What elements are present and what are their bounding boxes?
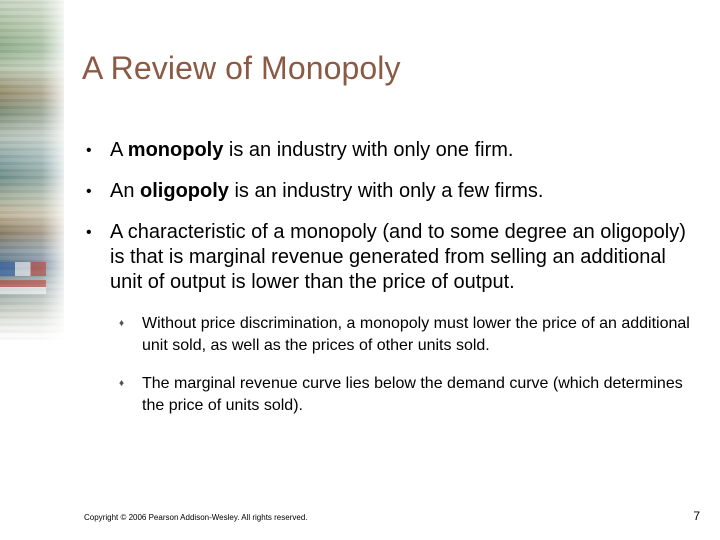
slide-title: A Review of Monopoly <box>82 50 401 86</box>
bullet-dot-icon: • <box>86 224 92 241</box>
sub-bullet-item <box>110 313 694 357</box>
bullet-dot-icon: • <box>86 183 92 200</box>
page-number: 7 <box>693 509 700 523</box>
flag-decoration <box>0 262 46 276</box>
decorative-side-collage <box>0 0 64 540</box>
bullet-text-pre: An <box>110 180 141 202</box>
bullet-dot-icon: • <box>86 142 92 159</box>
bullet-item <box>84 138 694 163</box>
bullet-item <box>84 220 694 417</box>
copyright-footer: Copyright © 2006 Pearson Addison-Wesley. All rights reserved. <box>84 513 308 522</box>
bullet-text-pre: A <box>110 139 128 161</box>
bullet-item <box>84 179 694 204</box>
sub-bullet-text: The marginal revenue curve lies below the demand curve (which determines the price of units sold). <box>142 375 683 414</box>
bullet-list <box>84 138 694 433</box>
sub-bullet-text: Without price discrimination, a monopoly must lower the price of an additional unit sold, as well as the prices of other units sold. <box>142 315 690 354</box>
bullet-term: monopoly <box>127 139 224 161</box>
diamond-bullet-icon: ♦ <box>119 318 125 329</box>
bullet-term: oligopoly <box>140 180 229 202</box>
sub-bullet-list <box>110 313 694 417</box>
sub-bullet-item <box>110 373 694 417</box>
bullet-text-post: is an industry with only one firm. <box>223 139 514 161</box>
collage-fade <box>0 300 64 540</box>
diamond-bullet-icon: ♦ <box>119 378 125 389</box>
bullet-text-post: is an industry with only a few firms. <box>228 180 544 202</box>
bullet-text: A characteristic of a monopoly (and to some degree an oligopoly) is that is marginal revenue generated from selling an additional unit of output is lower than the price of output. <box>110 221 686 293</box>
flag-decoration <box>0 280 46 294</box>
